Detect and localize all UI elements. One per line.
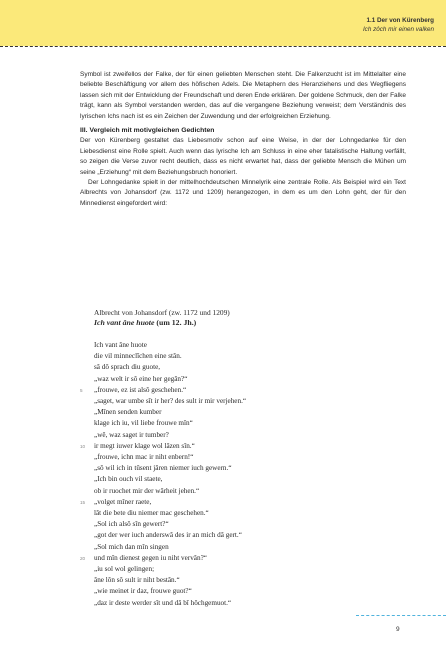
poem-line	[80, 497, 394, 508]
line-number: 10	[80, 443, 86, 449]
poem-line	[94, 474, 394, 485]
poem-line	[94, 598, 394, 609]
poem-line	[94, 508, 394, 519]
poem-line-text: die vil minneclîchen eine stân.	[94, 352, 182, 361]
poem-line-text: ob ir ruochet mir der wârheit jehen.“	[94, 486, 200, 495]
header-divider	[0, 46, 446, 47]
paragraph-2: Der von Kürenberg gestaltet das Liebesmotiv schon auf eine Weise, in der der Lohngedanke für den Liebesdienst eine Rolle spielt. Auch wenn das lyrische Ich am Schluss in eine eher fatalistische Haltung verfällt, so zeigen die Verse zuvor recht deutlich, dass es nicht erwartet hat, dass der geliebte Mensch die Mühen um seine „Erziehung“ mit dem Beziehungsbruch honoriert.	[80, 137, 406, 176]
poem	[80, 308, 394, 609]
header-band	[0, 0, 446, 46]
footer-divider	[356, 615, 446, 616]
line-number: 20	[80, 555, 86, 561]
poem-line	[94, 519, 394, 530]
paragraph-1: Symbol ist zweifellos der Falke, der für einen geliebten Menschen steht. Die Falkenzucht ist im Mittelalter eine beliebte Beschäftigung vor allem des höfischen Adels. Die Metaphern des Heranziehens und des Wegfliegens lassen sich mit der Entwicklung der Freundschaft und deren Ende erklären. Der goldene Schmuck, den der Falke trägt, kann als Symbol verstanden werden, das auf die vergangene Beziehung verweist; dem Verständnis des lyrischen Ichs nach ist es ein Zeichen der Zuwendung und der erfolgreichen Erziehung.	[80, 71, 406, 120]
poem-lines	[80, 340, 394, 609]
poem-line-text: „wie meinet ir daz, frouwe guot?“	[94, 587, 192, 596]
poem-line-text: „sô wil ich in tûsent jâren niemer iuch gewern.“	[94, 464, 232, 473]
section-subtitle: Ich zôch mir einen valken	[362, 26, 434, 33]
poem-line	[80, 385, 394, 396]
poem-line	[94, 374, 394, 385]
poem-line-text: „Mînen senden kumber	[94, 408, 162, 417]
poem-line-text: „Sol mich dan mîn singen	[94, 542, 169, 551]
poem-line	[94, 430, 394, 441]
poem-line-text: „daz ir deste werder sît und dâ bî hôchgemuot.“	[94, 598, 232, 607]
poem-line	[94, 452, 394, 463]
poem-line-text: „volget mîner raete,	[94, 497, 152, 506]
poem-line	[94, 396, 394, 407]
poem-line-text: „iu sol wol gelingen;	[94, 565, 155, 574]
poem-line-text: „saget, war umbe sît ir her? des sult ir mir verjehen.“	[94, 397, 247, 406]
poem-line-text: ir megt iuwer klage wol lâzen sîn.“	[94, 441, 195, 450]
line-number: 15	[80, 499, 86, 505]
poem-line-text: „Sol ich alsô sîn gewert?“	[94, 520, 169, 529]
poem-line-text: lât die bete diu niemer mac geschehen.“	[94, 509, 209, 518]
poem-line	[94, 486, 394, 497]
poem-line-text: „frouwe, ichn mac ir niht enbern!“	[94, 453, 194, 462]
poem-line	[94, 586, 394, 597]
poem-title-date: (um 12. Jh.)	[156, 318, 197, 327]
poem-line	[94, 564, 394, 575]
poem-line-text: âne lôn sô sult ir niht bestân.“	[94, 576, 180, 585]
page-number: 9	[396, 626, 400, 633]
body-text	[80, 70, 406, 209]
poem-line	[94, 340, 394, 351]
poem-line-text: Ich vant âne huote	[94, 341, 147, 349]
poem-line-text: „frouwe, ez ist alsô geschehen.“	[94, 385, 187, 394]
poem-line	[94, 575, 394, 586]
poem-line	[94, 542, 394, 553]
poem-line	[94, 362, 394, 373]
poem-line	[94, 530, 394, 541]
poem-line-text: „Ich bin ouch vil staete,	[94, 475, 163, 484]
running-header	[363, 16, 434, 34]
poem-line-text: klage ich iu, vil liebe frouwe mîn“	[94, 419, 193, 428]
poem-line	[80, 441, 394, 452]
poem-line	[94, 463, 394, 474]
poem-line-text: „got der wer iuch anderswâ des ir an mich dâ gert.“	[94, 531, 242, 540]
poem-line	[94, 418, 394, 429]
poem-title-text: Ich vant âne huote	[94, 318, 155, 327]
poem-line	[94, 351, 394, 362]
poem-author: Albrecht von Johansdorf (zw. 1172 und 1209)	[94, 308, 230, 317]
poem-line-text: „waz welt ir sô eine her gegân?“	[94, 374, 188, 383]
paragraph-3: Der Lohngedanke spielt in der mittelhochdeutschen Minnelyrik eine zentrale Rolle. Als Beispiel wird ein Text Albrechts von Johansdorf (zw. 1172 und 1209) herangezogen, in dem es um den Lohn geht, der für den Minnedienst eingefordert wird:	[80, 179, 406, 207]
section-title: 1.1 Der von Kürenberg	[366, 17, 434, 24]
line-number: 5	[80, 387, 83, 393]
poem-line	[80, 553, 394, 564]
poem-title	[94, 318, 394, 328]
poem-line-text: „wê, waz saget ir tumber?	[94, 430, 169, 439]
section-heading: III. Vergleich mit motivgleichen Gedichten	[80, 127, 215, 135]
poem-line	[94, 407, 394, 418]
poem-line-text: sâ dô sprach diu guote,	[94, 363, 161, 372]
poem-line-text: und mîn dienest gegen iu niht vervân?“	[94, 553, 207, 562]
